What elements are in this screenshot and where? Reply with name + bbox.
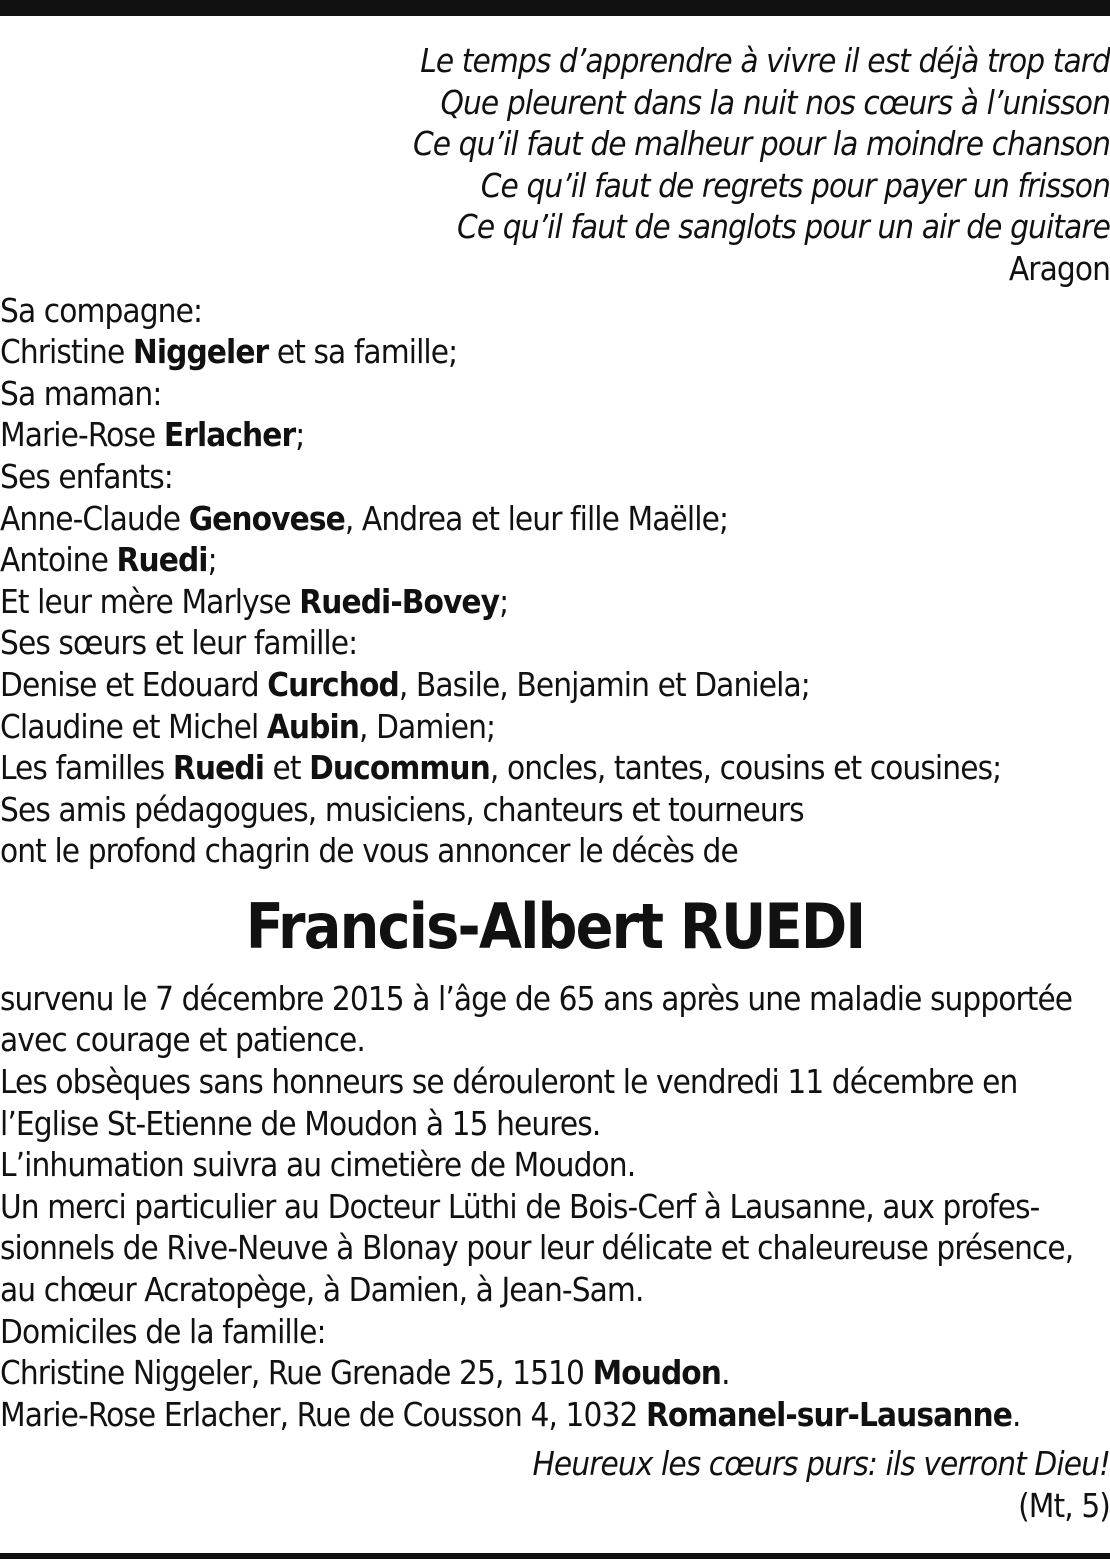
family-line: Ses amis pédagogues, musiciens, chanteurs et tourneurs [0,789,804,829]
text: Christine Niggeler, Rue Grenade 25, 1510 [0,1353,593,1393]
obituary-notice [0,40,1110,1527]
details-line: l’Eglise St-Etienne de Moudon à 15 heures. [0,1103,601,1143]
family-line [0,747,1110,789]
text: , oncles, tantes, cousins et cousines; [489,748,1002,788]
surname: Genovese [188,498,345,538]
surname: Niggeler [132,332,269,372]
family-line [0,664,1110,706]
family-line [0,706,1110,748]
details-line: au chœur Acratopège, à Damien, à Jean-Sam. [0,1270,644,1310]
notice-details [0,978,1110,1436]
poem-line: Le temps d’apprendre à vivre il est déjà trop tard [420,41,1110,80]
surname: Ruedi-Bovey [299,581,500,621]
quote-text: Heureux les cœurs purs: ils verront Dieu! [532,1444,1110,1484]
details-line: avec courage et patience. [0,1020,365,1060]
family-line: Ses sœurs et leur famille: [0,623,358,663]
text: ; [207,540,217,580]
family-line: Ses enfants: [0,456,173,496]
bottom-rule [0,1553,1110,1559]
quote-reference: (Mt, 5) [1018,1486,1110,1525]
family-line [0,414,1110,456]
text: Marie-Rose Erlacher, Rue de Cousson 4, 1032 [0,1394,646,1434]
family-line [0,331,1110,373]
address-line [0,1394,1110,1436]
family-line: ont le profond chagrin de vous annoncer le décès de [0,831,738,871]
poem-line: Ce qu’il faut de regrets pour payer un frisson [480,165,1110,205]
details-line: Un merci particulier au Docteur Lüthi de Bois-Cerf à Lausanne, aux profes- [0,1186,1040,1226]
surname: Curchod [267,664,399,704]
details-line: Domiciles de la famille: [0,1311,326,1351]
text: Denise et Edouard [0,664,268,704]
surname: Ruedi [116,540,208,580]
details-line: Les obsèques sans honneurs se dérouleront le vendredi 11 décembre en [0,1062,1018,1102]
surname: Erlacher [163,415,296,455]
details-line: survenu le 7 décembre 2015 à l’âge de 65 ans après une maladie supportée [0,978,1073,1018]
text: , Basile, Benjamin et Daniela; [398,664,810,704]
text: ; [295,415,305,455]
poem-line: Ce qu’il faut de malheur pour la moindre chanson [412,124,1110,164]
text: Claudine et Michel [0,706,267,746]
text: et sa famille; [268,332,458,372]
family-line: Sa compagne: [0,290,203,330]
text: . [721,1353,730,1393]
text: Et leur mère Marlyse [0,581,300,621]
family-list [0,290,1110,872]
poem-line: Que pleurent dans la nuit nos cœurs à l’unisson [440,82,1110,122]
poem-author: Aragon [1008,248,1110,288]
text: et [263,748,310,788]
poem-line: Ce qu’il faut de sanglots pour un air de guitare [457,207,1110,247]
family-line [0,498,1110,540]
text: Marie-Rose [0,415,164,455]
surname: Aubin [266,706,360,746]
closing-quote [0,1443,1110,1526]
poem-epigraph [0,40,1110,290]
top-rule [0,0,1110,16]
family-line [0,581,1110,623]
text: Antoine [0,540,117,580]
text: Anne-Claude [0,498,189,538]
text: ; [499,581,509,621]
text: , Andrea et leur fille Maëlle; [344,498,729,538]
surname: Ducommun [309,748,490,788]
details-line: L’inhumation suivra au cimetière de Moudon. [0,1145,636,1185]
details-line: sionnels de Rive-Neuve à Blonay pour leur délicate et chaleureuse présence, [0,1228,1074,1268]
text: Christine [0,332,133,372]
town: Moudon [592,1353,722,1393]
text: Les familles [0,748,173,788]
text: . [1011,1394,1021,1434]
town: Romanel-sur-Lausanne [645,1394,1012,1434]
deceased-name: Francis-Albert RUEDI [245,889,865,963]
text: , Damien; [359,706,496,746]
family-line: Sa maman: [0,373,162,413]
address-line [0,1352,1110,1394]
family-line [0,539,1110,581]
surname: Ruedi [172,748,264,788]
